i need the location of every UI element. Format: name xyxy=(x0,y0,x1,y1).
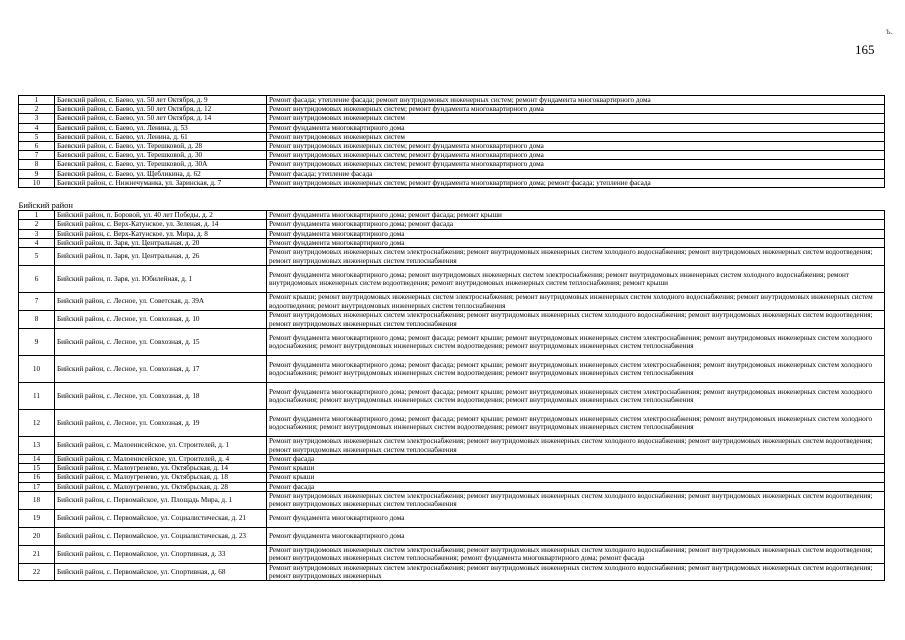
row-work-types: Ремонт фасада xyxy=(267,455,885,464)
gap-cell xyxy=(19,188,885,199)
page-number: 165 xyxy=(855,42,875,57)
table-row xyxy=(19,211,885,220)
row-address: Баевский район, с. Баево, ул. Ленина, д. 61 xyxy=(55,132,267,141)
row-number: 22 xyxy=(19,563,55,580)
row-work-types: Ремонт фундамента многоквартирного дома xyxy=(267,238,885,247)
row-number: 1 xyxy=(19,211,55,220)
row-address: Бийский район, с. Малоугренево, ул. Октябрьская, д. 28 xyxy=(55,482,267,491)
row-address: Бийский район, с. Верх-Катунское, ул. Мира, д. 8 xyxy=(55,229,267,238)
section-gap xyxy=(19,188,885,199)
row-address: Бийский район, п. Заря, ул. Юбилейная, д. 1 xyxy=(55,266,267,293)
row-number: 10 xyxy=(19,178,55,187)
row-number: 11 xyxy=(19,383,55,410)
row-number: 13 xyxy=(19,437,55,455)
row-address: Баевский район, с. Баево, ул. Терешковой, д. 30 xyxy=(55,151,267,160)
row-number: 6 xyxy=(19,142,55,151)
row-address: Бийский район, п. Боровой, ул. 40 лет Победы, д. 2 xyxy=(55,211,267,220)
row-work-types: Ремонт фундамента многоквартирного дома; ремонт фасада; ремонт крыши; ремонт внутридомовых инженерных систем электроснабжения; ремонт внутридомовых инженерных систем холодного водоснабжения; ремонт внутридомовых инженерных систем водоотведения; ремонт внутридомовых инженерных систем теплоснабжения xyxy=(267,383,885,410)
row-number: 14 xyxy=(19,455,55,464)
row-work-types: Ремонт крыши; ремонт внутридомовых инженерных систем электроснабжения; ремонт внутридомовых инженерных систем холодного водоснабжения; ремонт внутридомовых инженерных систем водоотведения; ремонт внутридомовых инженерных систем теплоснабжения xyxy=(267,293,885,311)
table-row xyxy=(19,356,885,383)
row-address: Бийский район, с. Лесное, ул. Совхозная, д. 17 xyxy=(55,356,267,383)
table-row xyxy=(19,151,885,160)
row-number: 5 xyxy=(19,248,55,266)
table-row xyxy=(19,437,885,455)
table-row xyxy=(19,491,885,509)
table-row xyxy=(19,473,885,482)
table-body xyxy=(19,96,885,581)
row-address: Бийский район, с. Первомайское, ул. Площадь Мира, д. 1 xyxy=(55,491,267,509)
row-number: 17 xyxy=(19,482,55,491)
row-work-types: Ремонт внутридомовых инженерных систем xyxy=(267,114,885,123)
row-address: Баевский район, с. Баево, ул. Терешковой, д. 28 xyxy=(55,142,267,151)
row-number: 8 xyxy=(19,160,55,169)
row-number: 9 xyxy=(19,329,55,356)
section-header xyxy=(19,198,885,211)
section-title: Бийский район xyxy=(18,200,73,211)
table-row xyxy=(19,229,885,238)
row-number: 20 xyxy=(19,527,55,545)
row-work-types: Ремонт внутридомовых инженерных систем; ремонт фундамента многоквартирного дома xyxy=(267,105,885,114)
table-row xyxy=(19,220,885,229)
row-address: Бийский район, с. Лесное, ул. Совхозная, д. 10 xyxy=(55,311,267,329)
row-address: Баевский район, с. Нижнечуманка, ул. Заринская, д. 7 xyxy=(55,178,267,187)
table-row xyxy=(19,169,885,178)
table-row xyxy=(19,114,885,123)
table-row xyxy=(19,383,885,410)
table-row xyxy=(19,527,885,545)
row-work-types: Ремонт фундамента многоквартирного дома; ремонт внутридомовых инженерных систем электроснабжения; ремонт внутридомовых инженерных систем холодного водоснабжения; ремонт внутридомовых инженерных систем водоотведения; ремонт внутридомовых инженерных систем теплоснабжения; ремонт крыши xyxy=(267,266,885,293)
row-number: 7 xyxy=(19,151,55,160)
table-row xyxy=(19,293,885,311)
row-address: Бийский район, с. Первомайское, ул. Социалистическая, д. 21 xyxy=(55,509,267,527)
row-number: 5 xyxy=(19,132,55,141)
table-row xyxy=(19,311,885,329)
row-address: Бийский район, п. Заря, ул. Центральная, д. 20 xyxy=(55,238,267,247)
row-number: 4 xyxy=(19,123,55,132)
table-row xyxy=(19,132,885,141)
row-number: 21 xyxy=(19,545,55,563)
row-number: 7 xyxy=(19,293,55,311)
row-number: 8 xyxy=(19,311,55,329)
row-number: 4 xyxy=(19,238,55,247)
table-row xyxy=(19,455,885,464)
row-work-types: Ремонт внутридомовых инженерных систем электроснабжения; ремонт внутридомовых инженерных систем холодного водоснабжения; ремонт внутридомовых инженерных систем водоотведения; ремонт внутридомовых инженерных систем теплоснабжения xyxy=(267,491,885,509)
row-work-types: Ремонт фасада; утепление фасада; ремонт внутридомовых инженерных систем; ремонт фундамента многоквартирного дома xyxy=(267,96,885,105)
row-number: 1 xyxy=(19,96,55,105)
row-work-types: Ремонт внутридомовых инженерных систем электроснабжения; ремонт внутридомовых инженерных систем холодного водоснабжения; ремонт внутридомовых инженерных систем водоотведения; ремонт внутридомовых инженерных систем теплоснабжения xyxy=(267,248,885,266)
row-work-types: Ремонт внутридомовых инженерных систем; ремонт фундамента многоквартирного дома xyxy=(267,142,885,151)
row-work-types: Ремонт внутридомовых инженерных систем электроснабжения; ремонт внутридомовых инженерных систем холодного водоснабжения; ремонт внутридомовых инженерных систем водоотведения; ремонт внутридомовых инженерных систем теплоснабжения; ремонт фундамента многоквартирного дома; ремонт фасада xyxy=(267,545,885,563)
row-address: Бийский район, с. Малоугренево, ул. Октябрьская, д. 18 xyxy=(55,473,267,482)
row-address: Бийский район, с. Лесное, ул. Советская, д. 39А xyxy=(55,293,267,311)
row-work-types: Ремонт фундамента многоквартирного дома; ремонт фасада xyxy=(267,220,885,229)
table-row xyxy=(19,545,885,563)
table-row xyxy=(19,509,885,527)
row-work-types: Ремонт фундамента многоквартирного дома; ремонт фасада; ремонт крыши; ремонт внутридомовых инженерных систем электроснабжения; ремонт внутридомовых инженерных систем холодного водоснабжения; ремонт внутридомовых инженерных систем водоотведения; ремонт внутридомовых инженерных систем теплоснабжения xyxy=(267,329,885,356)
row-work-types: Ремонт фасада; утепление фасада xyxy=(267,169,885,178)
row-work-types: Ремонт фундамента многоквартирного дома xyxy=(267,509,885,527)
row-address: Бийский район, с. Лесное, ул. Совхозная, д. 18 xyxy=(55,383,267,410)
row-work-types: Ремонт фундамента многоквартирного дома; ремонт фасада; ремонт крыши; ремонт внутридомовых инженерных систем электроснабжения; ремонт внутридомовых инженерных систем холодного водоснабжения; ремонт внутридомовых инженерных систем водоотведения; ремонт внутридомовых инженерных систем теплоснабжения xyxy=(267,356,885,383)
table-row xyxy=(19,142,885,151)
row-work-types: Ремонт фундамента многоквартирного дома xyxy=(267,527,885,545)
table-row xyxy=(19,464,885,473)
row-work-types: Ремонт внутридомовых инженерных систем; ремонт фундамента многоквартирного дома xyxy=(267,151,885,160)
row-number: 3 xyxy=(19,114,55,123)
row-work-types: Ремонт фундамента многоквартирного дома xyxy=(267,123,885,132)
table-row xyxy=(19,178,885,187)
row-work-types: Ремонт фундамента многоквартирного дома; ремонт фасада; ремонт крыши; ремонт внутридомовых инженерных систем электроснабжения; ремонт внутридомовых инженерных систем холодного водоснабжения; ремонт внутридомовых инженерных систем водоотведения; ремонт внутридомовых инженерных систем теплоснабжения xyxy=(267,410,885,437)
row-work-types: Ремонт внутридомовых инженерных систем электроснабжения; ремонт внутридомовых инженерных систем холодного водоснабжения; ремонт внутридомовых инженерных систем водоотведения; ремонт внутридомовых инженерных xyxy=(267,563,885,580)
row-address: Баевский район, с. Баево, ул. 50 лет Октября, д. 9 xyxy=(55,96,267,105)
row-address: Бийский район, с. Лесное, ул. Совхозная, д. 15 xyxy=(55,329,267,356)
row-address: Бийский район, с. Верх-Катунское, ул. Зеленая, д. 14 xyxy=(55,220,267,229)
row-work-types: Ремонт фундамента многоквартирного дома xyxy=(267,229,885,238)
row-address: Бийский район, с. Первомайское, ул. Спортивная, д. 33 xyxy=(55,545,267,563)
table-row xyxy=(19,410,885,437)
row-address: Баевский район, с. Баево, ул. Щебликина, д. 62 xyxy=(55,169,267,178)
row-number: 3 xyxy=(19,229,55,238)
row-work-types: Ремонт внутридомовых инженерных систем электроснабжения; ремонт внутридомовых инженерных систем холодного водоснабжения; ремонт внутридомовых инженерных систем водоотведения; ремонт внутридомовых инженерных систем теплоснабжения xyxy=(267,437,885,455)
row-address: Бийский район, с. Малоенисейское, ул. Строителей, д. 1 xyxy=(55,437,267,455)
row-number: 18 xyxy=(19,491,55,509)
row-number: 12 xyxy=(19,410,55,437)
table-row xyxy=(19,96,885,105)
row-address: Бийский район, с. Первомайское, ул. Спортивная, д. 68 xyxy=(55,563,267,580)
row-address: Бийский район, п. Заря, ул. Центральная, д. 26 xyxy=(55,248,267,266)
row-address: Баевский район, с. Баево, ул. 50 лет Октября, д. 14 xyxy=(55,114,267,123)
row-number: 15 xyxy=(19,464,55,473)
corner-mark: ъ. xyxy=(886,26,893,36)
row-number: 16 xyxy=(19,473,55,482)
row-work-types: Ремонт внутридомовых инженерных систем xyxy=(267,132,885,141)
row-number: 19 xyxy=(19,509,55,527)
row-address: Бийский район, с. Лесное, ул. Совхозная, д. 19 xyxy=(55,410,267,437)
row-work-types: Ремонт внутридомовых инженерных систем; ремонт фундамента многоквартирного дома xyxy=(267,160,885,169)
row-number: 2 xyxy=(19,105,55,114)
table-row xyxy=(19,482,885,491)
row-work-types: Ремонт внутридомовых инженерных систем; ремонт фундамента многоквартирного дома; ремонт фасада; утепление фасада xyxy=(267,178,885,187)
row-work-types: Ремонт крыши xyxy=(267,464,885,473)
table-row xyxy=(19,238,885,247)
row-address: Бийский район, с. Малоугренево, ул. Октябрьская, д. 14 xyxy=(55,464,267,473)
row-number: 2 xyxy=(19,220,55,229)
row-address: Баевский район, с. Баево, ул. 50 лет Октября, д. 12 xyxy=(55,105,267,114)
row-address: Баевский район, с. Баево, ул. Терешковой, д. 30А xyxy=(55,160,267,169)
row-work-types: Ремонт крыши xyxy=(267,473,885,482)
row-address: Бийский район, с. Первомайское, ул. Социалистическая, д. 23 xyxy=(55,527,267,545)
row-number: 9 xyxy=(19,169,55,178)
row-address: Бийский район, с. Малоенисейское, ул. Строителей, д. 4 xyxy=(55,455,267,464)
table-row xyxy=(19,266,885,293)
table-row xyxy=(19,123,885,132)
repair-register-table xyxy=(18,95,885,581)
row-work-types: Ремонт фасада xyxy=(267,482,885,491)
row-number: 10 xyxy=(19,356,55,383)
row-number: 6 xyxy=(19,266,55,293)
table-row xyxy=(19,563,885,580)
table-row xyxy=(19,248,885,266)
row-address: Баевский район, с. Баево, ул. Ленина, д. 53 xyxy=(55,123,267,132)
table-row xyxy=(19,105,885,114)
row-work-types: Ремонт фундамента многоквартирного дома; ремонт фасада; ремонт крыши xyxy=(267,211,885,220)
table-row xyxy=(19,160,885,169)
table-row xyxy=(19,329,885,356)
row-work-types: Ремонт внутридомовых инженерных систем электроснабжения; ремонт внутридомовых инженерных систем холодного водоснабжения; ремонт внутридомовых инженерных систем водоотведения; ремонт внутридомовых инженерных систем теплоснабжения xyxy=(267,311,885,329)
